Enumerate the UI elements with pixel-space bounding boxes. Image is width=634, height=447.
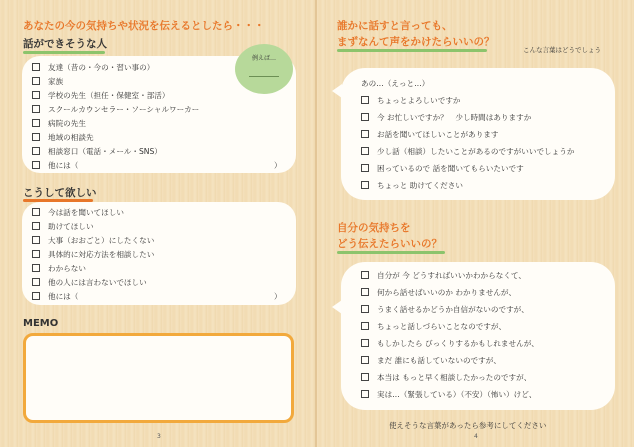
talk-heading-underline <box>23 51 105 54</box>
talk-item-3[interactable]: 学校の先生（担任・保健室・部活） <box>32 90 170 101</box>
checkbox-icon[interactable] <box>32 292 40 300</box>
feeling-8[interactable]: 実は…（緊張している）（不安）（怖い）けど、 <box>361 389 536 400</box>
checkbox-icon[interactable] <box>361 164 369 172</box>
checkbox-icon[interactable] <box>32 222 40 230</box>
memo-heading: MEMO <box>23 318 59 329</box>
wish-item-5[interactable]: わからない <box>32 263 86 274</box>
checkbox-icon[interactable] <box>32 208 40 216</box>
wish-item-6[interactable]: 他の人には言わないでほしい <box>32 277 147 288</box>
talk-other-close-paren: ） <box>274 161 282 170</box>
wish-section-heading: こうして欲しい <box>23 187 97 199</box>
memo-box[interactable] <box>23 333 294 423</box>
feeling-7[interactable]: 本当は もっと早く相談したかったのですが、 <box>361 372 531 383</box>
wish-other-close-paren: ） <box>274 292 282 301</box>
checkbox-icon[interactable] <box>32 105 40 113</box>
right-page <box>317 0 634 447</box>
checkbox-icon[interactable] <box>361 96 369 104</box>
checkbox-icon[interactable] <box>361 373 369 381</box>
checkbox-icon[interactable] <box>32 264 40 272</box>
wish-item-4[interactable]: 具体的に対応方法を相談したい <box>32 249 154 260</box>
checkbox-icon[interactable] <box>361 113 369 121</box>
phrase-3[interactable]: お話を聞いてほしいことがあります <box>361 129 499 140</box>
wish-item-other[interactable]: 他には（ <box>32 291 78 302</box>
checkbox-icon[interactable] <box>361 147 369 155</box>
phrase-1[interactable]: ちょっとよろしいですか <box>361 95 461 106</box>
wish-item-2[interactable]: 助けてほしい <box>32 221 94 232</box>
wish-item-3[interactable]: 大事（おおごと）にしたくない <box>32 235 154 246</box>
feeling-4[interactable]: ちょっと話しづらいことなのですが、 <box>361 321 506 332</box>
checkbox-icon[interactable] <box>32 250 40 258</box>
right-top-underline <box>337 49 487 52</box>
phrases-intro: あの…（えっと…） <box>361 79 430 88</box>
page-number-left: 3 <box>157 433 161 440</box>
feelings-bubble-tail <box>332 300 342 314</box>
feeling-2[interactable]: 何から話せばいいのか わかりませんが、 <box>361 287 516 298</box>
checkbox-icon[interactable] <box>361 130 369 138</box>
checkbox-icon[interactable] <box>361 181 369 189</box>
talk-item-1[interactable]: 友達（昔の・今の・習い事の） <box>32 62 154 73</box>
talk-item-4[interactable]: スクールカウンセラー・ソーシャルワーカー <box>32 104 199 115</box>
wish-item-1[interactable]: 今は話を聞いてほしい <box>32 207 124 218</box>
checkbox-icon[interactable] <box>32 63 40 71</box>
checkbox-icon[interactable] <box>361 390 369 398</box>
phrase-4[interactable]: 少し話（相談）したいことがあるのですがいいでしょうか <box>361 146 574 157</box>
checkbox-icon[interactable] <box>32 91 40 99</box>
checkbox-icon[interactable] <box>32 133 40 141</box>
feeling-3[interactable]: うまく話せるかどうか自信がないのですが、 <box>361 304 529 315</box>
phrases-card <box>341 68 615 200</box>
main-heading: あなたの今の気持ちや状況を伝えるとしたら・・・ <box>23 20 265 32</box>
checkbox-icon[interactable] <box>32 147 40 155</box>
checkbox-icon[interactable] <box>32 119 40 127</box>
feelings-card <box>341 262 615 410</box>
checkbox-icon[interactable] <box>32 161 40 169</box>
wish-card <box>22 202 296 305</box>
right-bottom-underline <box>337 251 445 254</box>
checkbox-icon[interactable] <box>361 271 369 279</box>
talk-item-other[interactable]: 他には（ <box>32 160 78 171</box>
phrases-bubble-tail <box>332 84 342 98</box>
checkbox-icon[interactable] <box>32 278 40 286</box>
right-heading-bottom-line2: どう伝えたらいいの？ <box>337 238 442 250</box>
page-number-right: 4 <box>474 433 478 440</box>
phrase-6[interactable]: ちょっと 助けてください <box>361 180 463 191</box>
left-page <box>0 0 315 447</box>
badge-label: 例えば… <box>251 55 276 62</box>
feeling-1[interactable]: 自分が 今 どうすればいいかわからなくて、 <box>361 270 526 281</box>
talk-item-5[interactable]: 病院の先生 <box>32 118 86 129</box>
badge-write-line <box>249 76 279 77</box>
checkbox-icon[interactable] <box>361 339 369 347</box>
right-heading-bottom-line1: 自分の気持ちを <box>337 222 411 234</box>
checkbox-icon[interactable] <box>361 288 369 296</box>
talk-item-6[interactable]: 地域の相談先 <box>32 132 94 143</box>
checkbox-icon[interactable] <box>32 236 40 244</box>
right-heading-top-line2: まずなんて声をかけたらいいの？ <box>337 36 495 48</box>
checkbox-icon[interactable] <box>361 322 369 330</box>
checkbox-icon[interactable] <box>32 77 40 85</box>
footer-note: 使えそうな言葉があったら参考にしてください <box>389 421 547 430</box>
talk-section-heading: 話ができそうな人 <box>23 38 107 50</box>
feeling-5[interactable]: もしかしたら びっくりするかもしれませんが、 <box>361 338 539 349</box>
feeling-6[interactable]: まだ 誰にも話していないのですが、 <box>361 355 501 366</box>
checkbox-icon[interactable] <box>361 305 369 313</box>
phrase-5[interactable]: 困っているので 話を聞いてもらいたいです <box>361 163 524 174</box>
side-note: こんな言葉はどうでしょう <box>523 46 601 54</box>
talk-item-7[interactable]: 相談窓口（電話・メール・SNS） <box>32 146 162 157</box>
talk-item-2[interactable]: 家族 <box>32 76 63 87</box>
checkbox-icon[interactable] <box>361 356 369 364</box>
phrase-2[interactable]: 今 お忙しいですか？ 少し時間はありますか <box>361 112 531 123</box>
right-heading-top-line1: 誰かに話すと言っても、 <box>337 20 453 32</box>
example-badge <box>235 44 293 94</box>
